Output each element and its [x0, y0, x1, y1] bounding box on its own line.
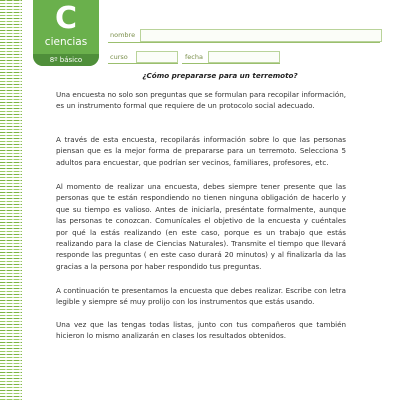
grade-label: 8º básico: [33, 54, 99, 66]
fecha-label: fecha: [185, 53, 203, 61]
document-title: ¿Cómo prepararse para un terremoto?: [142, 71, 298, 80]
curso-underline: [108, 63, 178, 64]
subject-badge: [33, 0, 99, 66]
curso-field[interactable]: [136, 51, 178, 63]
paragraph-survey-protocol: Al momento de realizar una encuesta, debes siempre tener presente que las personas que te están respondiendo no tienen ninguna obligación de hacerlo y que su tiempo es valioso. Antes de iniciarla, preséntate formalmente, aunque las personas te conozcan. Comunícales el objetivo de la encuesta y cuéntales por qué la estás realizando (en este caso, porque es un trabajo que estás realizando para la clase de Ciencias Naturales). Transmite el tiempo que llevará responde las preguntas ( en este caso durará 20 minutos) y al finalizarla da las gracias a la persona por haber respondido tus preguntas.: [56, 182, 346, 271]
nombre-field[interactable]: [140, 29, 382, 42]
paragraph-analysis: Una vez que las tengas todas listas, junto con tus compañeros que también hicieron lo mismo analizarán en clases los resultados obtenidos.: [56, 320, 346, 341]
paragraph-instructions: A continuación te presentamos la encuesta que debes realizar. Escribe con letra legible y siempre sé muy prolijo con los instrumentos que estás usando.: [56, 286, 346, 307]
paragraph-survey-purpose: A través de esta encuesta, recopilarás información sobre lo que las personas piensan que es la mejor forma de prepararse para un terremoto. Selecciona 5 adultos para encuestar, que podrían ser vecinos, familiares, profesores, etc.: [56, 135, 346, 167]
fecha-field[interactable]: [208, 51, 280, 63]
nombre-label: nombre: [110, 31, 136, 39]
subject-letter: C: [54, 1, 78, 36]
nombre-underline: [108, 42, 380, 43]
paragraph-intro: Una encuesta no solo son preguntas que se formulan para recopilar información, es un instrumento formal que requiere de un protocolo social adecuado.: [56, 90, 346, 111]
curso-label: curso: [110, 53, 128, 61]
decorative-stripe-border: [0, 0, 22, 400]
subject-name: ciencias: [44, 36, 88, 48]
fecha-underline: [182, 63, 280, 64]
